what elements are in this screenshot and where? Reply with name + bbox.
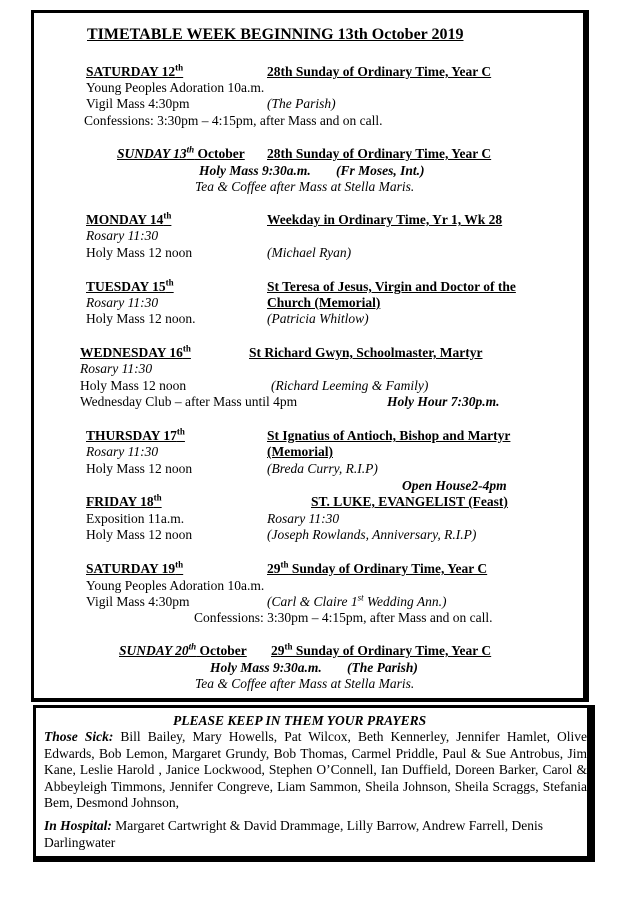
sat19-vigil: Vigil Mass 4:30pm — [86, 594, 190, 609]
sun13-tea: Tea & Coffee after Mass at Stella Maris. — [195, 179, 415, 194]
sat12-vigil: Vigil Mass 4:30pm — [86, 96, 190, 111]
fri18-rosary: Rosary 11:30 — [267, 511, 340, 526]
mon14-rosary: Rosary 11:30 — [86, 228, 159, 243]
fri18-mass-intention: (Joseph Rowlands, Anniversary, R.I.P) — [267, 527, 477, 542]
sun20-mass-intention: (The Parish) — [347, 660, 418, 675]
tue15-feast-cont: Church (Memorial) — [267, 295, 381, 310]
fri18-feast: ST. LUKE, EVANGELIST (Feast) — [311, 494, 508, 509]
sun20-tea: Tea & Coffee after Mass at Stella Maris. — [195, 676, 415, 691]
sun13-mass-intention: (Fr Moses, Int.) — [336, 163, 425, 178]
wed16-day: WEDNESDAY 16th — [80, 343, 191, 360]
sat12-day: SATURDAY 12th — [86, 62, 184, 79]
thu17-mass: Holy Mass 12 noon — [86, 461, 193, 476]
thu17-open-house: Open House2-4pm — [402, 478, 507, 493]
sun20-day: SUNDAY 20th October — [119, 641, 247, 658]
tue15-rosary: Rosary 11:30 — [86, 295, 159, 310]
thu17-day: THURSDAY 17th — [86, 426, 185, 443]
sat19-day: SATURDAY 19th — [86, 559, 184, 576]
sat19-feast: 29th Sunday of Ordinary Time, Year C — [267, 559, 488, 576]
sun20-feast: 29th Sunday of Ordinary Time, Year C — [271, 641, 492, 658]
hospital-names: Margaret Cartwright & David Drammage, Lilly Barrow, Andrew Farrell, Denis Darlingwater — [44, 818, 544, 850]
fri18-day: FRIDAY 18th — [86, 492, 162, 509]
wed16-club: Wednesday Club – after Mass until 4pm — [80, 394, 298, 409]
prayers-heading: PLEASE KEEP IN THEM YOUR PRAYERS — [173, 713, 427, 728]
tue15-day: TUESDAY 15th — [86, 277, 174, 294]
tue15-mass: Holy Mass 12 noon. — [86, 311, 196, 326]
prayers-sick-list — [44, 729, 587, 812]
thu17-feast-cont: (Memorial) — [267, 444, 333, 459]
wed16-holy-hour: Holy Hour 7:30p.m. — [387, 394, 500, 409]
wed16-feast: St Richard Gwyn, Schoolmaster, Martyr — [249, 345, 483, 360]
sick-names: Bill Bailey, Mary Howells, Pat Wilcox, Beth Kennerley, Jennifer Hamlet, Olive Edwards, Bob Lemon, Margaret Grundy, Bob Thomas, Carmel Priddle, Paul & Sue Antrobus, Jim Kane, Leslie Harold , Janice Lockwood, Stephen O’Connell, Ian Duffield, Doreen Barker, Carol & Abbeyleigh Timmons, Jennifer Congreve, Liam Sammon, Sheila Johnson, Sheila Scraggs, Stefania Bem, Desmond Johnson, — [44, 729, 587, 810]
mon14-mass: Holy Mass 12 noon — [86, 245, 193, 260]
wed16-rosary: Rosary 11:30 — [80, 361, 153, 376]
thu17-rosary: Rosary 11:30 — [86, 444, 159, 459]
sun13-day: SUNDAY 13th October — [117, 144, 245, 161]
sick-label: Those Sick: — [44, 729, 114, 744]
sun13-mass: Holy Mass 9:30a.m. — [199, 163, 311, 178]
fri18-mass: Holy Mass 12 noon — [86, 527, 193, 542]
sat19-adoration: Young Peoples Adoration 10a.m. — [86, 578, 265, 593]
sat12-feast: 28th Sunday of Ordinary Time, Year C — [267, 64, 492, 79]
sun13-feast: 28th Sunday of Ordinary Time, Year C — [267, 146, 492, 161]
sat12-adoration: Young Peoples Adoration 10a.m. — [86, 80, 265, 95]
sat19-vigil-intention: (Carl & Claire 1st Wedding Ann.) — [267, 592, 447, 609]
sat12-vigil-intention: (The Parish) — [267, 96, 336, 111]
sat12-confessions: Confessions: 3:30pm – 4:15pm, after Mass and on call. — [84, 113, 383, 128]
fri18-exposition: Exposition 11a.m. — [86, 511, 185, 526]
sat19-confessions: Confessions: 3:30pm – 4:15pm, after Mass and on call. — [194, 610, 493, 625]
wed16-mass-intention: (Richard Leeming & Family) — [271, 378, 429, 393]
thu17-mass-intention: (Breda Curry, R.I.P) — [267, 461, 378, 476]
sun20-mass: Holy Mass 9:30a.m. — [210, 660, 322, 675]
mon14-day: MONDAY 14th — [86, 210, 172, 227]
hospital-label: In Hospital: — [44, 818, 112, 833]
wed16-mass: Holy Mass 12 noon — [80, 378, 187, 393]
page-title: TIMETABLE WEEK BEGINNING 13th October 2019 — [87, 26, 464, 43]
tue15-feast: St Teresa of Jesus, Virgin and Doctor of the — [267, 279, 516, 294]
prayers-hospital-list — [44, 818, 587, 851]
mon14-feast: Weekday in Ordinary Time, Yr 1, Wk 28 — [267, 212, 503, 227]
mon14-mass-intention: (Michael Ryan) — [267, 245, 352, 260]
thu17-feast: St Ignatius of Antioch, Bishop and Martyr — [267, 428, 511, 443]
tue15-mass-intention: (Patricia Whitlow) — [267, 311, 369, 326]
